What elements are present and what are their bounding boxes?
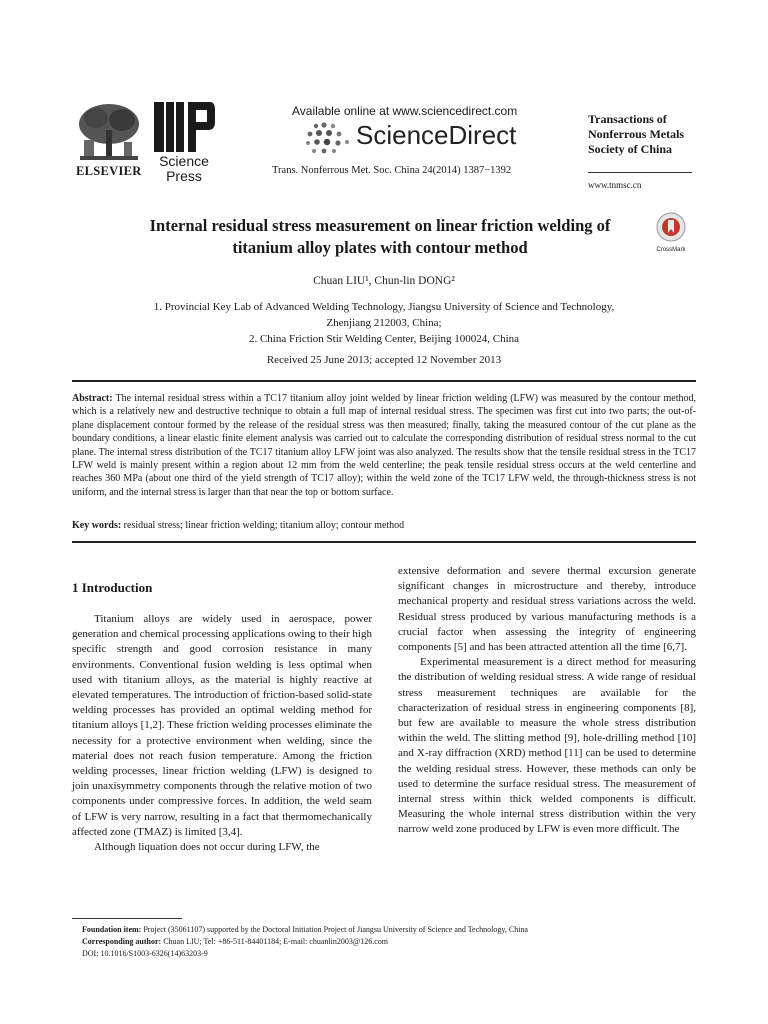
affiliation-1-line-2: Zhenjiang 212003, China; [326,317,442,329]
abstract-label: Abstract: [72,393,113,404]
crossmark-label: CrossMark [656,247,686,253]
right-column [398,564,696,838]
corresponding-label: Corresponding author: [82,937,162,946]
title-line-2: titanium alloy plates with contour method [232,238,528,257]
publisher-name [588,112,688,157]
abstract-top-rule [72,380,696,382]
sciencedirect-name: ScienceDirect [356,120,517,150]
crossmark-badge[interactable] [654,212,688,256]
title-line-1: Internal residual stress measurement on linear friction welding of [149,216,611,235]
paragraph: extensive deformation and severe thermal excursion generate significant changes in microstructure and thereby, introduce mechanical property and residual stress variations across the weld. Residual stress produced by various manufacturing methods is a crucial factor when assessing the integrity of engineering components [5] and has been attracted attention all the time [6,7]. [398,565,696,654]
foundation-label: Foundation item: [82,925,142,934]
abstract-bottom-rule [72,541,696,543]
science-press-mark-icon [152,100,216,154]
left-column [72,612,372,855]
publisher-line-1: Transactions of [588,112,667,126]
abstract-text: The internal residual stress within a TC17 titanium alloy joint welded by linear friction welding (LFW) was measured by the contour method, which is a relatively new and destructive technique to obtain a full map of internal residual stress. The specimen was first cut into two parts; the out-of-plane displacement contour formed by the release of the residual stress was then measured; finally, taking the measured contour of the cut plane as the boundary conditions, a linear elastic finite element analysis was carried out to calculate the corresponding distribution of residual stress normal to the cut plane. The internal stress distribution of the TC17 titanium alloy LFW joint was also analyzed. The results show that the tensile residual stress in the TC17 LFW weld is mainly present within a region about 12 mm from the weld centerline; the peak tensile residual stress occurs at the weld centerline and reaches 360 MPa (about one third of the yield strength of TC17 alloy); within the weld zone of the TC17 LFW weld, the through-thickness stress is not uniform, and the internal stress is larger than that near the top or bottom surface. [72,393,696,498]
affiliation-2: 2. China Friction Stir Welding Center, Beijing 100024, China [248,333,520,345]
affiliation-1-line-1: 1. Provincial Key Lab of Advanced Welding Technology, Jiangsu University of Science and Technology, [153,301,615,313]
foundation-text: Project (35061107) supported by the Doctoral Initiation Project of Jiangsu University of Science and Technology, China [143,925,528,934]
footnotes [82,924,682,960]
keywords-text: residual stress; linear friction welding; titanium alloy; contour method [123,520,405,531]
publisher-line-2: Nonferrous Metals [588,127,685,141]
received-date: Received 25 June 2013; accepted 12 November 2013 [266,354,502,366]
journal-reference: Trans. Nonferrous Met. Soc. China 24(2014) 1387−1392 [272,165,512,176]
elsevier-logo [74,100,152,180]
foundation-note [82,924,682,936]
crossmark-icon [656,212,686,242]
sciencedirect-dots-icon [302,120,354,156]
science-press-logo [152,100,220,182]
authors: Chuan LIU¹, Chun-lin DONG² [313,275,455,287]
footnote-divider [72,918,182,919]
elsevier-label: ELSEVIER [76,164,142,178]
elsevier-tree-icon [74,100,144,164]
sciencedirect-available-text: Available online at www.sciencedirect.com [292,104,518,118]
doi[interactable]: DOI: 10.1016/S1003-6326(14)63203-9 [82,949,208,958]
keywords-label: Key words: [72,520,122,531]
publisher-line-3: Society of China [588,142,672,156]
science-press-label-2: Press [166,168,202,184]
header-divider [588,172,692,173]
corresponding-note [82,936,682,948]
paragraph: Experimental measurement is a direct method for measuring the distribution of welding residual stress. A wide range of residual stress measurement techniques are available for the characterization of residual stress in engineering components [8], but few are available to measure the whole stress distribution within the weld. The slitting method [9], hole-drilling method [10] and X-ray diffraction (XRD) method [11] can be used to determine the welding residual stress. However, these methods can only be used to determine the surface residual stress. The measurement of internal stress within thick welded components is difficult. Measuring the whole internal stress distribution within the very narrow weld zone produced by LFW is even more difficult. The [398,656,696,836]
paragraph: Although liquation does not occur during LFW, the [94,841,320,854]
article-title [110,215,650,259]
corresponding-text: Chuan LIU; Tel: +86-511-84401184; E-mail: chuanlin2003@126.com [163,937,388,946]
section-heading-introduction: 1 Introduction [72,580,153,595]
sciencedirect-logo [302,118,542,158]
publisher-url[interactable]: www.tnmsc.cn [588,180,642,190]
keywords [72,519,696,532]
paragraph: Titanium alloys are widely used in aerospace, power generation and chemical processing applications owing to their high specific strength and good corrosion resistance in many environments. Conventional fusion welding is less optimal when used with titanium alloys, as the material is highly reactive at elevated temperatures. The introduction of friction-based solid-state welding processes has provided an optimal welding method for titanium alloys [1,2]. These friction welding processes eliminate the necessity for a protective environment when welding, since the material does not reach fusion temperature. Among the friction welding processes, linear friction welding (LFW) is designed to join unaxisymmetry components through the relative motion of two components under compressive forces. In addition, the weld seam of LFW is very narrow, resulting in a fact that thermomechanically affected zone (TMAZ) is limited [3,4]. [72,613,372,838]
abstract [72,392,696,499]
science-press-label-1: Science [159,153,209,169]
